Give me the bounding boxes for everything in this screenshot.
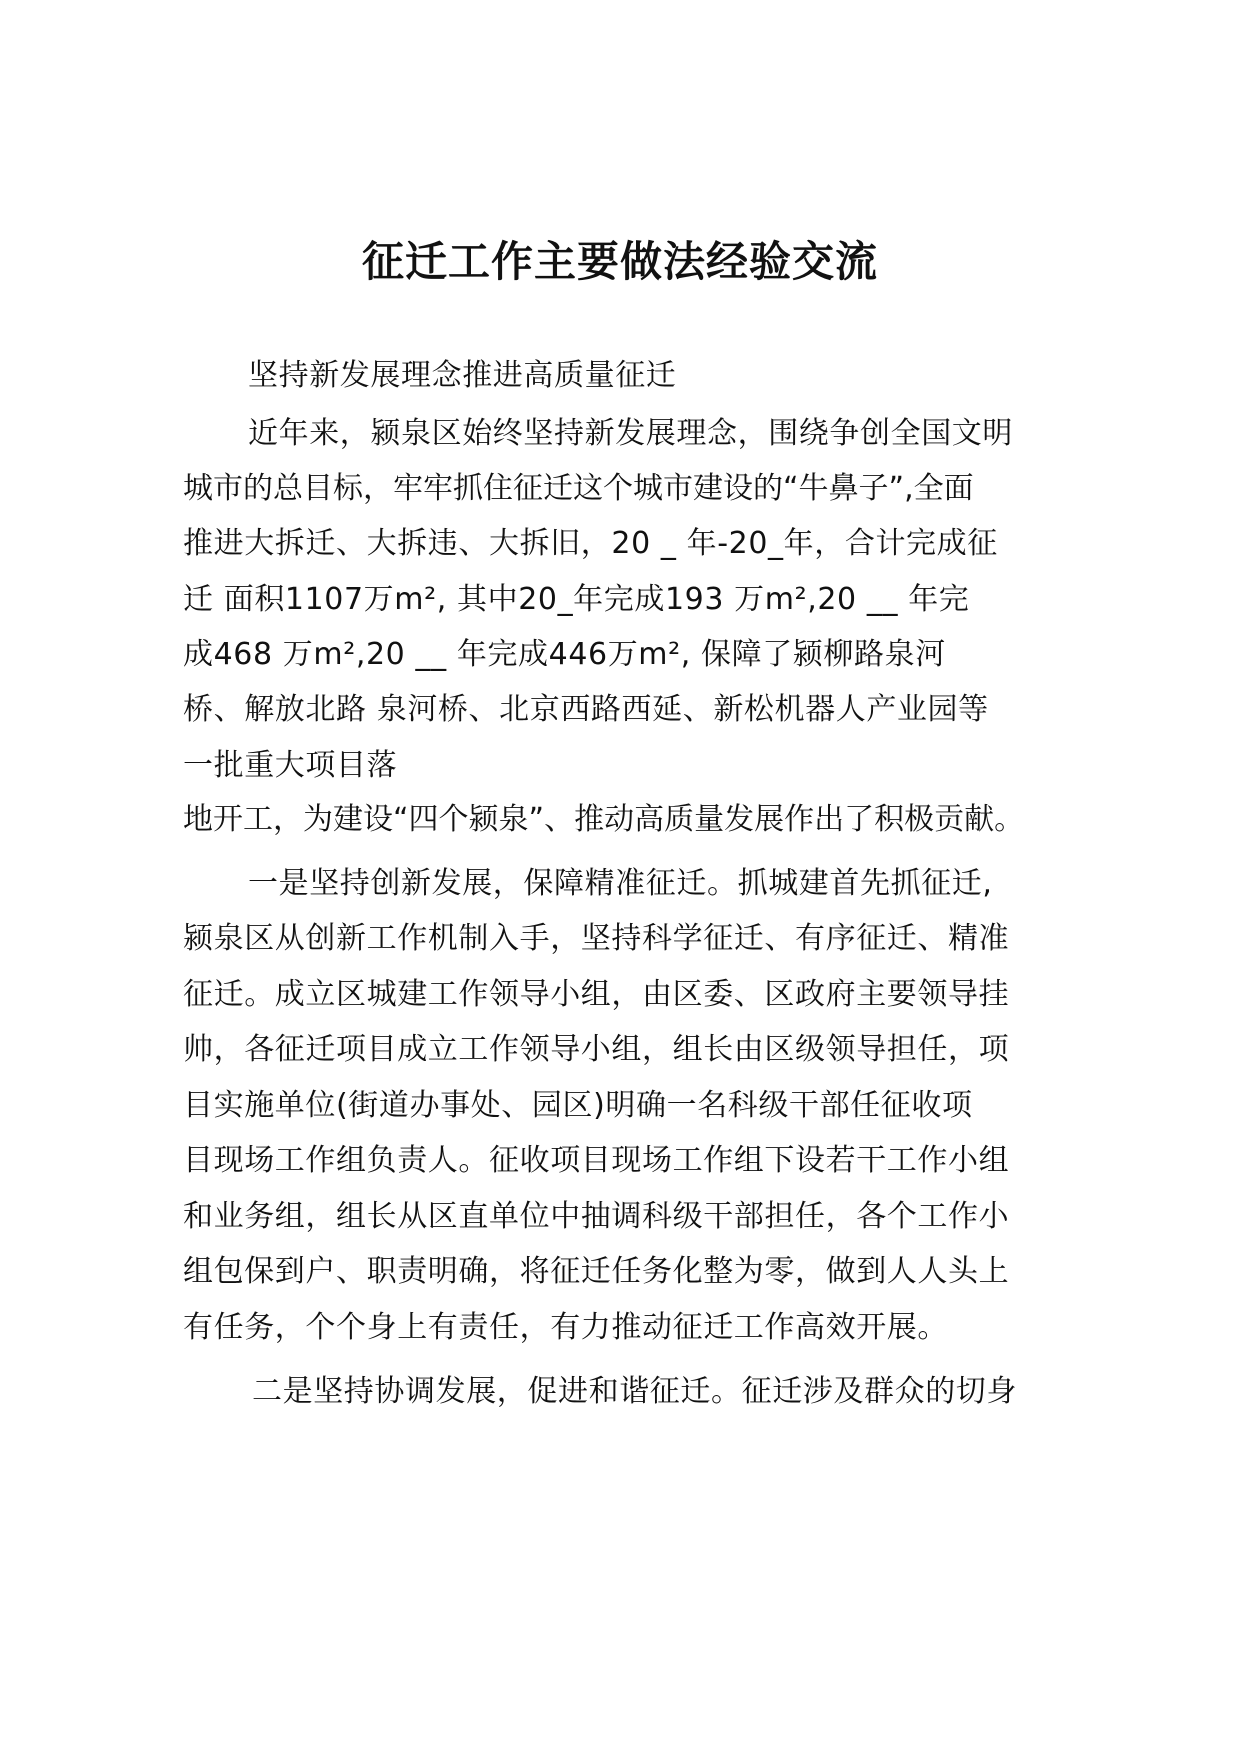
body-line: 城市的总目标，牢牢抓住征迁这个城市建设的“牛鼻子”,全面 [183, 471, 974, 506]
body-line: 地开工，为建设“四个颍泉”、推动高质量发展作出了积极贡献。 [183, 802, 1025, 837]
body-line: 帅，各征迁项目成立工作领导小组，组长由区级领导担任，项 [183, 1032, 1010, 1067]
body-line: 二是坚持协调发展，促进和谐征迁。征迁涉及群众的切身 [252, 1374, 1017, 1409]
body-line: 颍泉区从创新工作机制入手，坚持科学征迁、有序征迁、精准 [183, 921, 1010, 956]
body-line: 推进大拆迁、大拆违、大拆旧，20 _ 年-20_年，合计完成征 [183, 526, 998, 561]
body-line: 成468 万m²,20 __ 年完成446万m², 保障了颍柳路泉河 [183, 637, 946, 672]
body-line: 征迁。成立区城建工作领导小组，由区委、区政府主要领导挂 [183, 977, 1010, 1012]
body-line: 有任务，个个身上有责任，有力推动征迁工作高效开展。 [183, 1310, 948, 1345]
body-line: 目现场工作组负责人。征收项目现场工作组下设若干工作小组 [183, 1143, 1010, 1178]
document-title: 征迁工作主要做法经验交流 [361, 237, 878, 286]
body-line: 一批重大项目落 [183, 748, 398, 783]
body-line: 和业务组，组长从区直单位中抽调科级干部担任，各个工作小 [183, 1199, 1010, 1234]
body-line: 桥、解放北路 泉河桥、北京西路西延、新松机器人产业园等 [183, 692, 989, 727]
body-line: 近年来，颍泉区始终坚持新发展理念，围绕争创全国文明 [248, 416, 1013, 451]
body-line: 组包保到户、职责明确，将征迁任务化整为零，做到人人头上 [183, 1254, 1010, 1289]
section-heading: 坚持新发展理念推进高质量征迁 [248, 358, 677, 393]
body-line: 目实施单位(街道办事处、园区)明确一名科级干部任征收项 [183, 1088, 973, 1123]
body-line: 一是坚持创新发展，保障精准征迁。抓城建首先抓征迁, [248, 866, 993, 901]
body-line: 迁 面积1107万m², 其中20_年完成193 万m²,20 __ 年完 [183, 582, 970, 617]
